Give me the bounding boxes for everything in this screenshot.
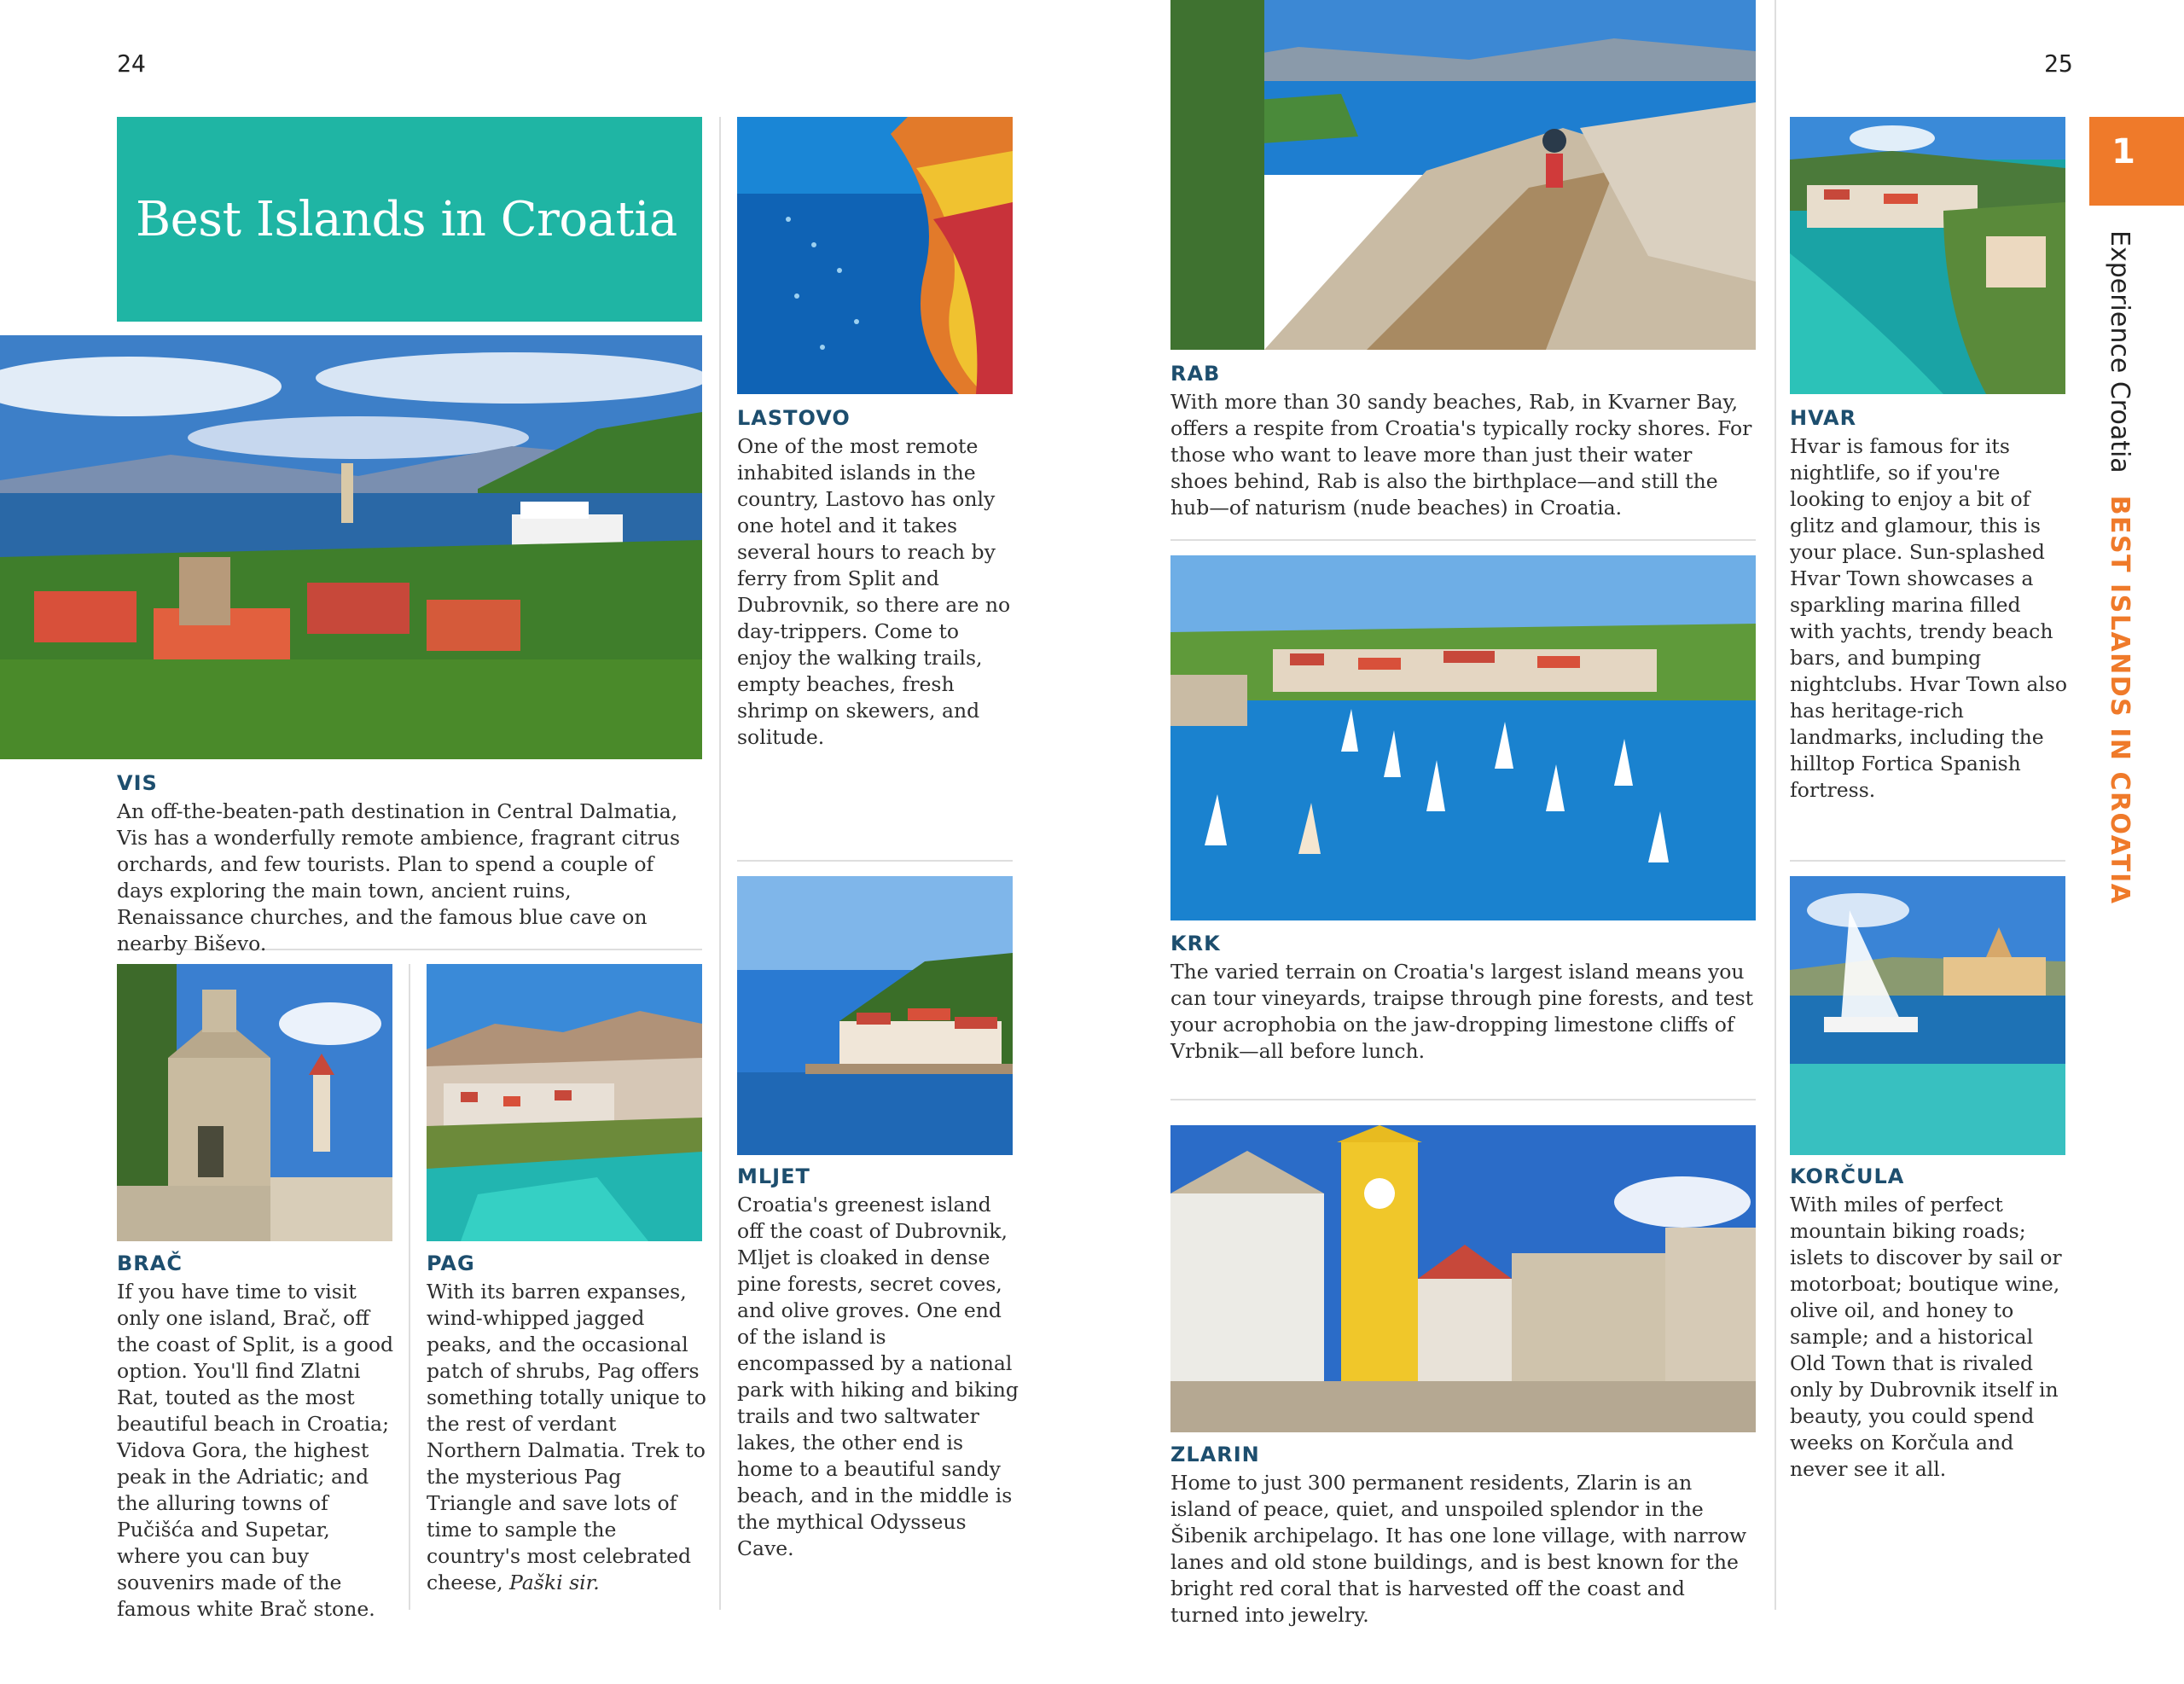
column-divider — [409, 964, 410, 1610]
korcula-photo — [1790, 876, 2065, 1155]
hvar-text: Hvar is famous for its nightlife, so if you're looking to enjoy a bit of glitz and glamour, this is your place. Sun-splashed Hvar Town showcases a sparkling marina filled with yachts, trendy beach bars, and bumping nightclubs. Hvar Town also has heritage-rich landmarks, including the hilltop Fortica Spanish fortress. — [1790, 434, 2068, 802]
krk-text: The varied terrain on Croatia's largest island means you can tour vineyards, traipse through pine forests, and test your acrophobia on the jaw-dropping limestone cliffs of Vrbnik—all before lunch. — [1170, 960, 1754, 1063]
page-number-left: 24 — [117, 49, 146, 78]
section-divider — [1170, 1099, 1756, 1100]
zlarin-heading: ZLARIN — [1170, 1443, 1260, 1466]
korcula-text: With miles of perfect mountain biking roads; islets to discover by sail or motorboat; boutique wine, olive oil, and honey to sample; and a historical Old Town that is rivaled only by Dubrovnik itself in beauty, you could spend weeks on Korčula and never see it all. — [1790, 1193, 2062, 1481]
mljet-heading: MLJET — [737, 1164, 810, 1188]
zlarin-photo — [1170, 1125, 1756, 1432]
krk-photo — [1170, 555, 1756, 920]
vis-heading: VIS — [117, 771, 158, 795]
lastovo-heading: LASTOVO — [737, 406, 851, 430]
rab-text: With more than 30 sandy beaches, Rab, in Kvarner Bay, offers a respite from Croatia's typically rocky shores. For those who want to leave more than just their water shoes behind, Rab is also the birthplace—and still the hub—of naturism (nude beaches) in Croatia. — [1170, 390, 1752, 520]
korcula-entry — [1790, 1164, 2071, 1483]
mljet-text: Croatia's greenest island off the coast of Dubrovnik, Mljet is cloaked in dense pine forests, secret coves, and olive groves. One end of the island is encompassed by a national park with hiking and biking trails and two saltwater lakes, the other end is home to a beautiful sandy beach, and in the middle is the mythical Odysseus Cave. — [737, 1193, 1019, 1560]
chapter-tab — [2089, 117, 2184, 206]
rab-heading: RAB — [1170, 362, 1221, 386]
page-number-right: 25 — [2044, 49, 2073, 78]
zlarin-text: Home to just 300 permanent residents, Zlarin is an island of peace, quiet, and unspoiled splendor in the Šibenik archipelago. It has one lone village, with narrow lanes and old stone buildings, and is best known for the bright red coral that is harvested off the coast and turned into jewelry. — [1170, 1471, 1747, 1627]
pag-heading: PAG — [427, 1251, 475, 1275]
rab-entry — [1170, 362, 1756, 521]
page-title: Best Islands in Croatia — [136, 192, 677, 247]
section-divider — [737, 860, 1013, 862]
zlarin-entry — [1170, 1443, 1756, 1629]
section-label: BEST ISLANDS IN CROATIA — [2105, 495, 2135, 905]
vis-entry — [117, 771, 702, 957]
vis-photo — [0, 335, 702, 759]
krk-heading: KRK — [1170, 932, 1221, 955]
hvar-heading: HVAR — [1790, 406, 1857, 430]
column-divider — [1774, 0, 1776, 1610]
brac-text: If you have time to visit only one island, Brač, off the coast of Split, is a good option. You'll find Zlatni Rat, touted as the most beautiful beach in Croatia; Vidova Gora, the highest peak in the Adriatic; and the alluring towns of Pučišća and Supetar, where you can buy souvenirs made of the famous white Brač stone. — [117, 1280, 394, 1621]
brac-entry — [117, 1251, 398, 1623]
lastovo-entry — [737, 406, 1013, 751]
lastovo-text: One of the most remote inhabited islands in the country, Lastovo has only one hotel and it takes several hours to reach by ferry from Split and Dubrovnik, so there are no day-trippers. Come to enjoy the walking trails, empty beaches, fresh shrimp on skewers, and solitude. — [737, 434, 1011, 749]
lastovo-photo — [737, 117, 1013, 394]
pag-entry — [427, 1251, 708, 1596]
rab-photo — [1170, 0, 1756, 350]
korcula-heading: KORČULA — [1790, 1164, 1905, 1188]
mljet-entry — [737, 1164, 1019, 1562]
brac-photo — [117, 964, 392, 1241]
brac-heading: BRAČ — [117, 1251, 183, 1275]
vis-text: An off-the-beaten-path destination in Central Dalmatia, Vis has a wonderfully remote ambience, fragrant citrus orchards, and few tourists. Plan to spend a couple of days exploring the main town, ancient ruins, Renaissance churches, and the famous blue cave on nearby Biševo. — [117, 799, 681, 955]
krk-entry — [1170, 932, 1756, 1065]
title-banner — [117, 117, 702, 322]
column-divider — [719, 117, 721, 1610]
chapter-label: Experience Croatia — [2105, 230, 2135, 473]
mljet-photo — [737, 876, 1013, 1155]
hvar-entry — [1790, 406, 2071, 804]
section-divider — [1790, 860, 2065, 862]
pag-text: With its barren expanses, wind-whipped jagged peaks, and the occasional patch of shrubs, Pag offers something totally unique to the rest of verdant Northern Dalmatia. Trek to the mysterious Pag Triangle and save lots of time to sample the country's most celebrated cheese, Paški sir. — [427, 1280, 706, 1594]
pag-photo — [427, 964, 702, 1241]
running-head — [2105, 230, 2140, 905]
section-divider — [1170, 539, 1756, 541]
chapter-number: 1 — [2111, 132, 2135, 171]
hvar-photo — [1790, 117, 2065, 394]
